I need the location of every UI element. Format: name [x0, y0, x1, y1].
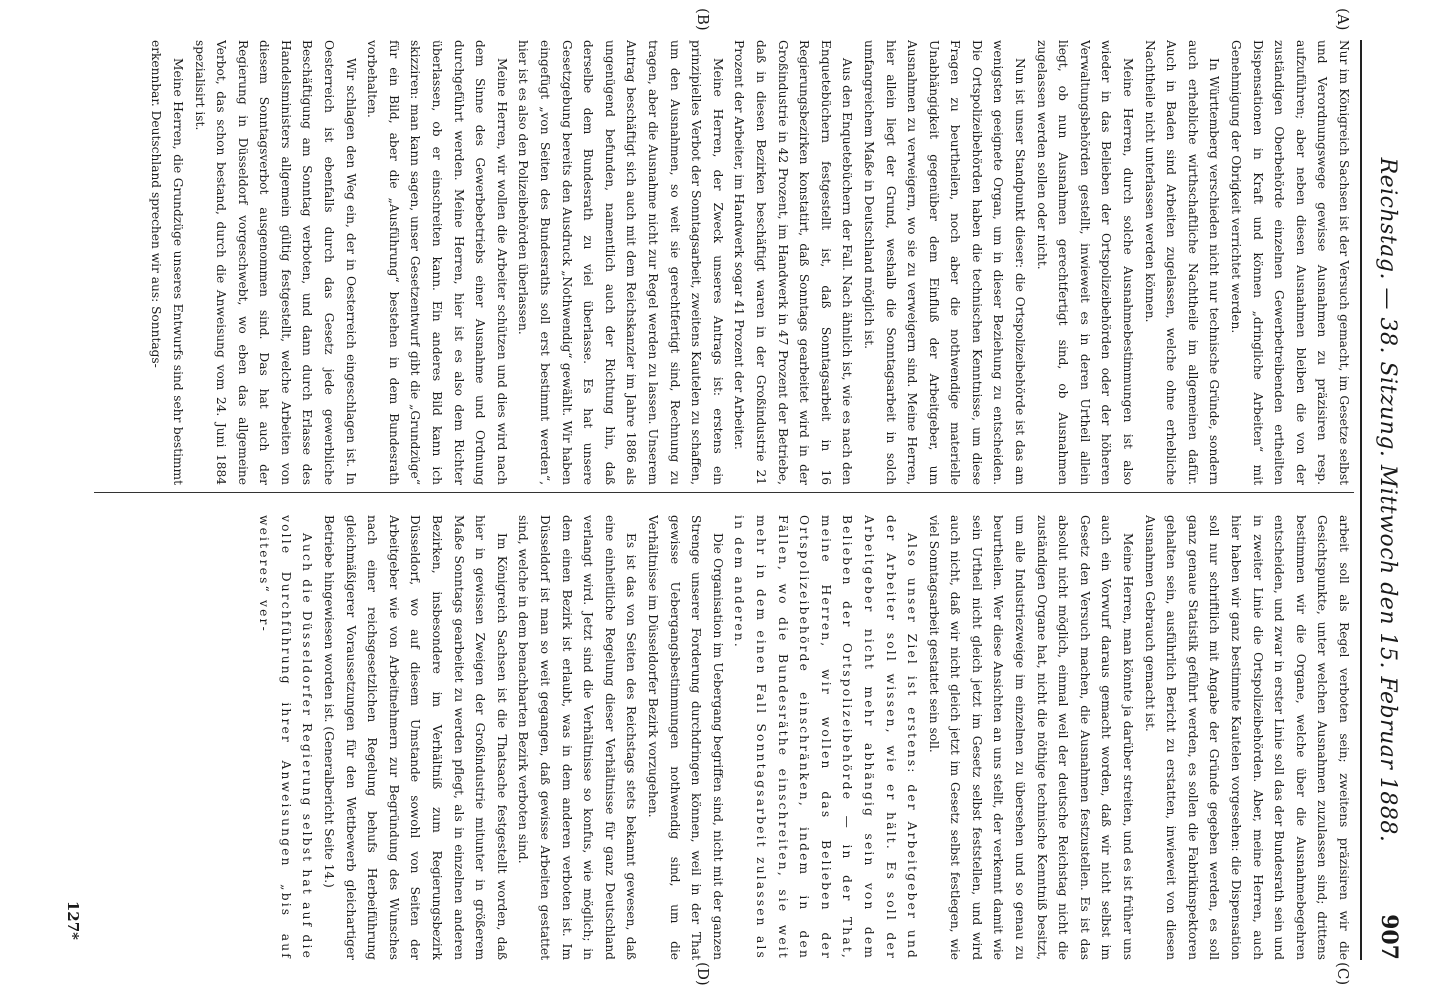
right-column [94, 515, 1354, 960]
paragraph: Auch die Düsseldorfer Regierung selbst hat auf die volle Durchführung ihrer Anweisungen „bis auf weiteres“ ver- [257, 515, 315, 960]
paragraph: Aus den Enquetebüchern der Fall. Nach ähnlich ist, wie es nach den Enquetebüchern festgestellt ist, daß Sonntagsarbeit in 16 Regierungsbezirken konstatirt, daß Sonntags gearbeitet wird in der Großindustrie in 42 Prozent, im Handwerk in 47 Prozent der Betriebe, daß in diesen Bezirken beschäftigt waren in der Großindustrie 21 Prozent der Arbeiter, im Handwerk sogar 41 Prozent der Arbeiter. [732, 40, 855, 485]
sheet-signature: 127* [64, 900, 82, 940]
paragraph: Nur im Königreich Sachsen ist der Versuch gemacht, im Gesetze selbst und Verordnungswege gewisse Ausnahmen zu präzisiren resp. aufzuführen; aber neben diesen Ausnahmen bleiben die von der zuständigen Oberbehörde einzelnen Gewerbetreibenden ertheilten Dispensationen in Kraft und können „dringliche Arbeiten“ mit Genehmigung der Obrigkeit verrichtet werden. [1229, 40, 1351, 485]
margin-marker-b: (B) [694, 8, 712, 31]
paragraph: Meine Herren, wir wollen die Arbeiter schützen und dies wird nach dem Sinne des Gewerbebetriebs einer Ausnahme und Ordnung durchgeführt werden. Meine Herren, hier ist es also dem Richter überlassen, ob er einschreiten kann. Ein anderes Bild kann ich skizziren: man kann sagen, unser Gesetzentwurf gibt die „Grundzüge“ für ein Bild, aber die „Ausführung“ bestehen in dem Bundesrath vorbehalten. [365, 40, 509, 485]
paragraph: Im Königreich Sachsen ist die Thatsache festgestellt worden, daß hier in gewissen Zweigen der Großindustrie mitunter in größerem Maße Sonntags gearbeitet zu werden pflegt, als in einzelnen anderen Bezirken, insbesondere im Verhältniß zum Regierungsbezirk Düsseldorf, wo auf diesem Umstande sowohl von Seiten der Arbeitgeber wie von Arbeitnehmern zur Begründung des Wunsches nach einer reichsgesetzlichen Regelung behufs Herbeiführung gleichmäßigerer Voraussetzungen für den Wettbewerb gleichartiger Betriebe hingewiesen worden ist. (Generalbericht Seite 14.) [322, 515, 509, 960]
paragraph: Meine Herren, durch solche Ausnahmebestimmungen ist also wieder in das Belieben der Ortspolizeibehörden oder der höheren Verwaltungsbehörden gestellt, inwieweit es in deren Urtheil allein liegt, ob nun Ausnahmen gerechtfertigt sind, ob Ausnahmen zugelassen werden sollen oder nicht. [1034, 40, 1136, 485]
left-column [94, 40, 1354, 485]
paragraph: arbeit soll als Regel verboten sein; zweitens präzisiren wir die Gesichtspunkte, unter welchen Ausnahmen zuzulassen sind; drittens bestimmen wir die Organe, welche über die Ausnahmebegehren entscheiden, und zwar in erster Linie soll das der Bundesrath sein und in zweiter Linie die Ortspolizeibehörden. Aber, meine Herren, auch hier haben wir ganz bestimmte Kautelen vorgesehen: die Dispensation soll nur schriftlich mit Angabe der Gründe gegeben werden, es soll ganz genaue Statistik geführt werden, es sollen die Fabrikinspektoren gehalten sein, ausführlich Bericht zu erstatten, inwieweit von diesen Ausnahmen Gebrauch gemacht ist. [1142, 515, 1351, 960]
column-divider [94, 492, 1354, 493]
page-title: Reichstag. — 38. Sitzung. Mittwoch den 15. Februar 1888. [1375, 157, 1400, 843]
margin-marker-c: (C) [1334, 962, 1352, 986]
page-header [1360, 40, 1424, 960]
paragraph: Die Organisation im Uebergang begriffen sind, nicht mit der ganzen Strenge unserer Forderung durchdringen können, weil in der That gewisse Uebergangsbestimmungen nothwendig sind, um die Verhältnisse im Düsseldorfer Bezirk vorzugehen. [646, 515, 725, 960]
paragraph: Meine Herren, die Grundzüge unseres Entwurfs sind sehr bestimmt erkennbar. Deutschland sprechen wir aus: Sonntags- [149, 40, 185, 485]
paragraph: Wir schlagen den Weg ein, der in Oesterreich eingeschlagen ist. In Oesterreich ist ebenfalls durch das Gesetz jede gewerbliche Beschäftigung am Sonntag verboten, und dann durch Erlasse des Handelsministers allgemein gültig festgestellt, welche Arbeiten von diesem Sonntagsverbot ausgenommen sind. Das hat auch der Regierung in Düsseldorf vorgeschwebt, wo eben das allgemeine Verbot, das schon bestand, durch die Anweisung vom 24. Juni 1884 spezialisirt ist. [192, 40, 358, 485]
paragraph: Meine Herren, der Zweck unseres Antrags ist: erstens ein prinzipielles Verbot der Sonntagsarbeit, zweitens Kautelen zu schaffen, um den Ausnahmen, so weit sie gerechtfertigt sind, Rechnung zu tragen, aber die Ausnahme nicht zur Regel werden zu lassen. Unserem Antrag beschäftigt sich auch mit dem Reichskanzler im Jahre 1886 als ungenügend befunden, namentlich auch der Richtung hin, daß derselbe dem Bundesrath zu viel überlasse. Es hat unsere Gesetzgebung bereits den Ausdruck „Nothwendig“ gewählt. Wir haben eingefügt „von Seiten des Bundesraths soll erst bestimmt werden“, hier ist es also den Polizeibehörden überlassen. [516, 40, 725, 485]
margin-marker-d: (D) [694, 962, 712, 986]
paragraph: Nun ist unser Standpunkt dieser: die Ortspolizeibehörde ist das am wenigsten geeignete Organ, um in dieser Beziehung zu entscheiden. Die Ortspolizeibehörden haben die technischen Kenntnisse, um diese Fragen zu beurtheilen, noch aber die nothwendige materielle Unabhängigkeit gegenüber dem Einfluß der Arbeitgeber, um Ausnahmen zu verweigern, wo sie zu verweigern sind. Meine Herren, hier allein liegt der Grund, weshalb die Sonntagsarbeit in solch umfangreichem Maße in Deutschland möglich ist. [861, 40, 1028, 485]
paragraph: Es ist das von Seiten des Reichstags stets bekannt gewesen, daß eine einheitliche Regelung dieser Verhältnisse für ganz Deutschland verlangt wird. Jetzt sind die Verhältnisse so konfus, wie möglich; in dem einen Bezirk ist erlaubt, was in dem anderen verboten ist. Im Düsseldorf ist man so weit gegangen, daß gewisse Arbeiten gestattet sind, welche in dem benachbarten Bezirk verboten sind. [516, 515, 639, 960]
page-number: 907 [1376, 914, 1402, 960]
paragraph: In Württemberg verschieden nicht nur technische Gründe, sondern auch erhebliche wirthschaftliche Nachtheile im allgemeinen dafür. Auch in Baden sind Arbeiten zugelassen, welche ohne erhebliche Nachtheile nicht unterlassen werden können. [1142, 40, 1222, 485]
paragraph: Meine Herren, man könnte ja darüber streiten, und es ist früher uns auch ein Vorwurf daraus gemacht worden, daß wir nicht selbst im Gesetz den Versuch machen, die Ausnahmen festzustellen. Es ist das absolut nicht möglich, einmal weil der deutsche Reichstag nicht die zuständigen Organe hat, nicht die nöthige technische Kenntniß besitzt, um alle Industriezweige im einzelnen zu übersehen und so genau zu beurtheilen. Wer diese Ansichten an uns stellt, der verkennt damit wie sein Urtheil nicht gleich jetzt im Gesetz selbst feststellen, und wird auch nicht, daß wir nicht gleich jetzt im Gesetz selbst festlegen, wie viel Sonntagsarbeit gestattet sein soll. [926, 515, 1136, 960]
paragraph: Also unser Ziel ist erstens: der Arbeitgeber und der Arbeiter soll wissen, wie er hält. Es soll der Arbeitgeber nicht mehr abhängig sein von dem Belieben der Ortspolizeibehörde — in der That, meine Herren, wir wollen das Belieben der Ortspolizeibehörde einschränken, indem in den Fällen, wo die Bundesräthe einschreiten, sie weit mehr in dem einen Fall Sonntagsarbeit zulassen als in dem anderen. [732, 515, 920, 960]
margin-marker-a: (A) [1334, 8, 1352, 31]
